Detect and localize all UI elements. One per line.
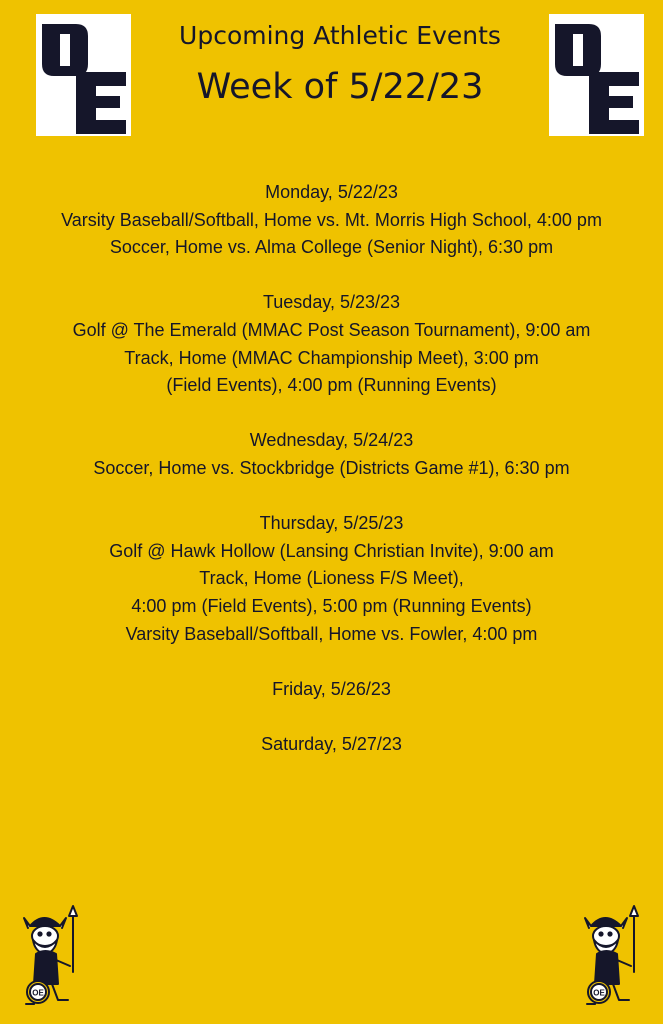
oe-logo-icon: [549, 14, 644, 136]
day-heading: Wednesday, 5/24/23: [249, 430, 414, 451]
day-heading: Friday, 5/26/23: [272, 678, 391, 699]
day-block-friday: [0, 676, 663, 704]
event-line: Varsity Baseball/Softball, Home vs. Fowler, 4:00 pm: [125, 623, 538, 644]
day-block-tuesday: [0, 289, 663, 399]
week-heading: Week of 5/22/23: [196, 67, 484, 107]
day-heading: Monday, 5/22/23: [265, 182, 398, 202]
event-line: Soccer, Home vs. Stockbridge (Districts Game #1), 6:30 pm: [93, 457, 570, 478]
event-line: (Field Events), 4:00 pm (Running Events): [166, 375, 497, 396]
event-line: Golf @ Hawk Hollow (Lansing Christian Invite), 9:00 am: [109, 540, 554, 561]
event-line: Varsity Baseball/Softball, Home vs. Mt. Morris High School, 4:00 pm: [61, 209, 602, 230]
viking-mascot-icon: [18, 902, 86, 1014]
svg-text:OE: OE: [32, 988, 44, 998]
day-block-saturday: [0, 731, 663, 759]
day-heading: Thursday, 5/25/23: [259, 513, 404, 534]
oe-logo-right: [549, 14, 644, 136]
svg-text:OE: OE: [593, 988, 605, 998]
day-block-thursday: [0, 510, 663, 648]
viking-mascot-icon: [579, 902, 647, 1014]
event-line: 4:00 pm (Field Events), 5:00 pm (Running Events): [131, 595, 532, 616]
event-schedule: [0, 179, 663, 786]
oe-logo-icon: [36, 14, 131, 136]
event-line: Track, Home (Lioness F/S Meet),: [199, 568, 464, 589]
page-title: Upcoming Athletic Events: [179, 21, 501, 50]
day-block-wednesday: [0, 427, 663, 482]
page-header: [131, 16, 549, 112]
day-heading: Saturday, 5/27/23: [261, 733, 402, 754]
oe-logo-left: [36, 14, 131, 136]
event-line: Golf @ The Emerald (MMAC Post Season Tournament), 9:00 am: [72, 319, 591, 340]
day-block-monday: [0, 179, 663, 262]
event-line: Track, Home (MMAC Championship Meet), 3:00 pm: [124, 347, 539, 368]
event-line: Soccer, Home vs. Alma College (Senior Night), 6:30 pm: [109, 237, 554, 258]
day-heading: Tuesday, 5/23/23: [262, 292, 401, 313]
